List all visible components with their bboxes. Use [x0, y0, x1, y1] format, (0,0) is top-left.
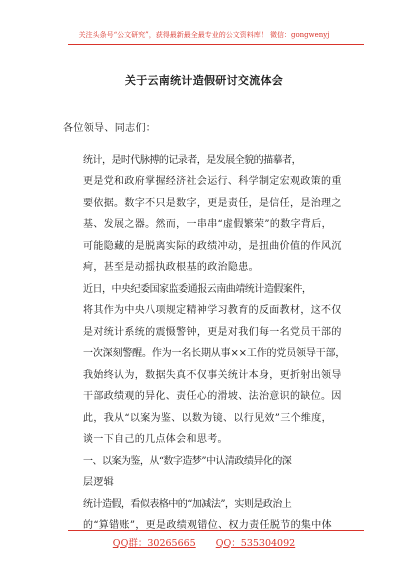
text-line: 要依据。数字不只是数字，更是责任，是信任，是治理之	[83, 197, 342, 209]
greeting: 各位领导、同志们：	[63, 123, 157, 134]
footer-qq-group: QQ群：30265665	[112, 538, 196, 549]
text-line: 我始终认为，数据失真不仅事关统计本身，更折射出领导	[83, 369, 342, 381]
header-divider	[68, 44, 364, 45]
text-line: 更是党和政府掌握经济社会运行、科学制定宏观政策的重	[83, 176, 342, 187]
document-title: 关于云南统计造假研讨交流体会	[124, 74, 284, 87]
text-line: 层逻辑	[83, 477, 115, 488]
text-line: 干部政绩观的异化、责任心的滑坡、法治意识的缺位。因	[83, 391, 342, 402]
text-line: 是对统计系统的震慑警钟，更是对我们每一名党员干部的	[83, 326, 342, 338]
document-body	[63, 118, 345, 537]
footer-contacts	[0, 535, 408, 549]
footer-qq: QQ：535304092	[215, 538, 296, 549]
text-line: 谈一下自己的几点体会和思考。	[83, 434, 228, 445]
section-heading-1	[63, 451, 345, 494]
text-line: 疴，甚至是动摇执政根基的政治隐患。	[83, 262, 259, 273]
paragraph-2	[63, 279, 345, 451]
text-line: 此，我从“以案为鉴、以数为镜、以行见效”三个维度，	[83, 412, 332, 424]
text-line: 统计，是时代脉搏的记录者，是发展全貌的描摹者，	[83, 154, 302, 166]
paragraph-1	[63, 150, 345, 279]
text-line: 统计造假，看似表格中的“加减法”，实则是政治上	[83, 498, 292, 510]
text-line: 基、发展之器。然而，一串串“虚假繁荣”的数字背后，	[83, 219, 332, 230]
text-line: 可能隐藏的是脱离实际的政绩冲动，是扭曲价值的作风沉	[83, 240, 342, 252]
footer-divider	[68, 530, 364, 531]
text-line: 近日，中央纪委国家监委通报云南曲靖统计造假案件，	[83, 283, 312, 295]
text-line: 的“算错账”，更是政绩观错位、权力责任脱节的集中体	[83, 520, 332, 531]
header-banner: 关注头条号“公文研究”，获得最新最全最专业的公文资料库！ 微信：gongwenyj	[78, 31, 330, 39]
text-line: 将其作为中央八项规定精神学习教育的反面教材，这不仅	[83, 305, 342, 316]
text-line: 一、以案为鉴，从“数字造梦”中认清政绩异化的深	[83, 455, 292, 467]
text-line: 一次深刻警醒。作为一名长期从事××工作的党员领导干部，	[83, 348, 346, 359]
